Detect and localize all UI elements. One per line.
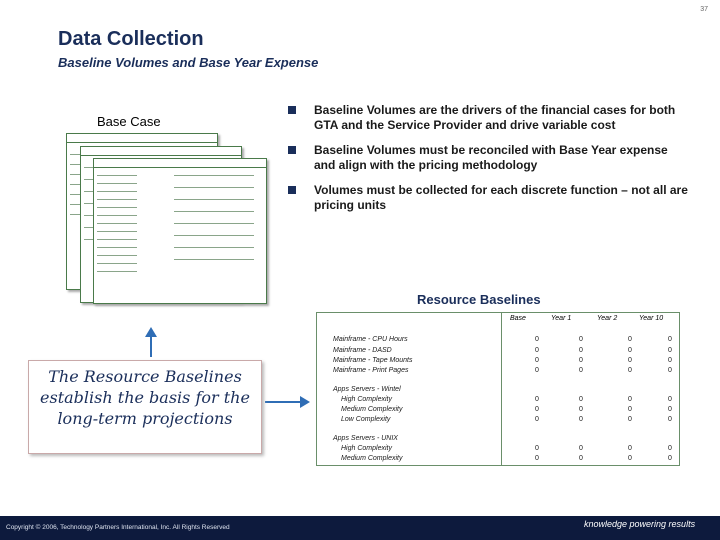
copyright-text: Copyright © 2006, Technology Partners International, Inc. All Rights Reserved bbox=[6, 524, 230, 531]
cell: 0 bbox=[579, 396, 583, 403]
cell: 0 bbox=[535, 445, 539, 452]
cell: 0 bbox=[628, 445, 632, 452]
slide-number: 37 bbox=[700, 6, 708, 13]
row-label: Medium Complexity bbox=[341, 455, 403, 462]
cell: 0 bbox=[535, 336, 539, 343]
callout-text: The Resource Baselines establish the basis for the long-term projections bbox=[40, 367, 250, 428]
row-label: Low Complexity bbox=[341, 416, 391, 423]
cell: 0 bbox=[628, 347, 632, 354]
cell: 0 bbox=[668, 445, 672, 452]
cell: 0 bbox=[628, 367, 632, 374]
cell: 0 bbox=[579, 445, 583, 452]
up-arrow-icon bbox=[145, 327, 157, 357]
cell: 0 bbox=[579, 336, 583, 343]
resource-baselines-title: Resource Baselines bbox=[417, 292, 541, 307]
bullet-text: Baseline Volumes must be reconciled with Base Year expense and align with the pricing methodology bbox=[314, 143, 668, 172]
cell: 0 bbox=[628, 396, 632, 403]
base-case-label: Base Case bbox=[97, 114, 161, 129]
row-label: Medium Complexity bbox=[341, 406, 403, 413]
cell: 0 bbox=[668, 396, 672, 403]
callout-box bbox=[28, 360, 262, 454]
cell: 0 bbox=[628, 357, 632, 364]
col-header: Base bbox=[510, 315, 526, 322]
cell: 0 bbox=[535, 455, 539, 462]
cell: 0 bbox=[535, 406, 539, 413]
page-subtitle: Baseline Volumes and Base Year Expense bbox=[58, 55, 319, 70]
cell: 0 bbox=[535, 416, 539, 423]
cell: 0 bbox=[579, 406, 583, 413]
row-label: High Complexity bbox=[341, 396, 392, 403]
cell: 0 bbox=[668, 357, 672, 364]
cell: 0 bbox=[535, 396, 539, 403]
cell: 0 bbox=[535, 347, 539, 354]
row-label: Mainframe - Tape Mounts bbox=[333, 357, 413, 364]
cell: 0 bbox=[579, 416, 583, 423]
cell: 0 bbox=[668, 367, 672, 374]
cell: 0 bbox=[668, 336, 672, 343]
cell: 0 bbox=[579, 455, 583, 462]
row-label: High Complexity bbox=[341, 445, 392, 452]
group-heading: Apps Servers - UNIX bbox=[333, 435, 398, 442]
cell: 0 bbox=[668, 347, 672, 354]
cell: 0 bbox=[579, 367, 583, 374]
cell: 0 bbox=[628, 455, 632, 462]
cell: 0 bbox=[579, 357, 583, 364]
bullet-text: Baseline Volumes are the drivers of the financial cases for both GTA and the Service Provider and drive variable cost bbox=[314, 103, 676, 132]
cell: 0 bbox=[628, 416, 632, 423]
col-header: Year 1 bbox=[551, 315, 572, 322]
cell: 0 bbox=[628, 406, 632, 413]
col-header: Year 2 bbox=[597, 315, 618, 322]
right-arrow-icon bbox=[265, 396, 310, 408]
cell: 0 bbox=[535, 357, 539, 364]
cell: 0 bbox=[668, 406, 672, 413]
row-label: Mainframe - CPU Hours bbox=[333, 336, 408, 343]
brand-tagline: knowledge powering results bbox=[584, 519, 696, 529]
cell: 0 bbox=[579, 347, 583, 354]
bullet-text: Volumes must be collected for each discrete function – not all are pricing units bbox=[314, 183, 688, 212]
group-heading: Apps Servers - Wintel bbox=[333, 386, 401, 393]
cell: 0 bbox=[535, 367, 539, 374]
cell: 0 bbox=[668, 416, 672, 423]
cell: 0 bbox=[668, 455, 672, 462]
row-label: Mainframe - Print Pages bbox=[333, 367, 409, 374]
row-label: Mainframe - DASD bbox=[333, 347, 392, 354]
page-title: Data Collection bbox=[58, 28, 204, 50]
cell: 0 bbox=[628, 336, 632, 343]
col-header: Year 10 bbox=[639, 315, 664, 322]
